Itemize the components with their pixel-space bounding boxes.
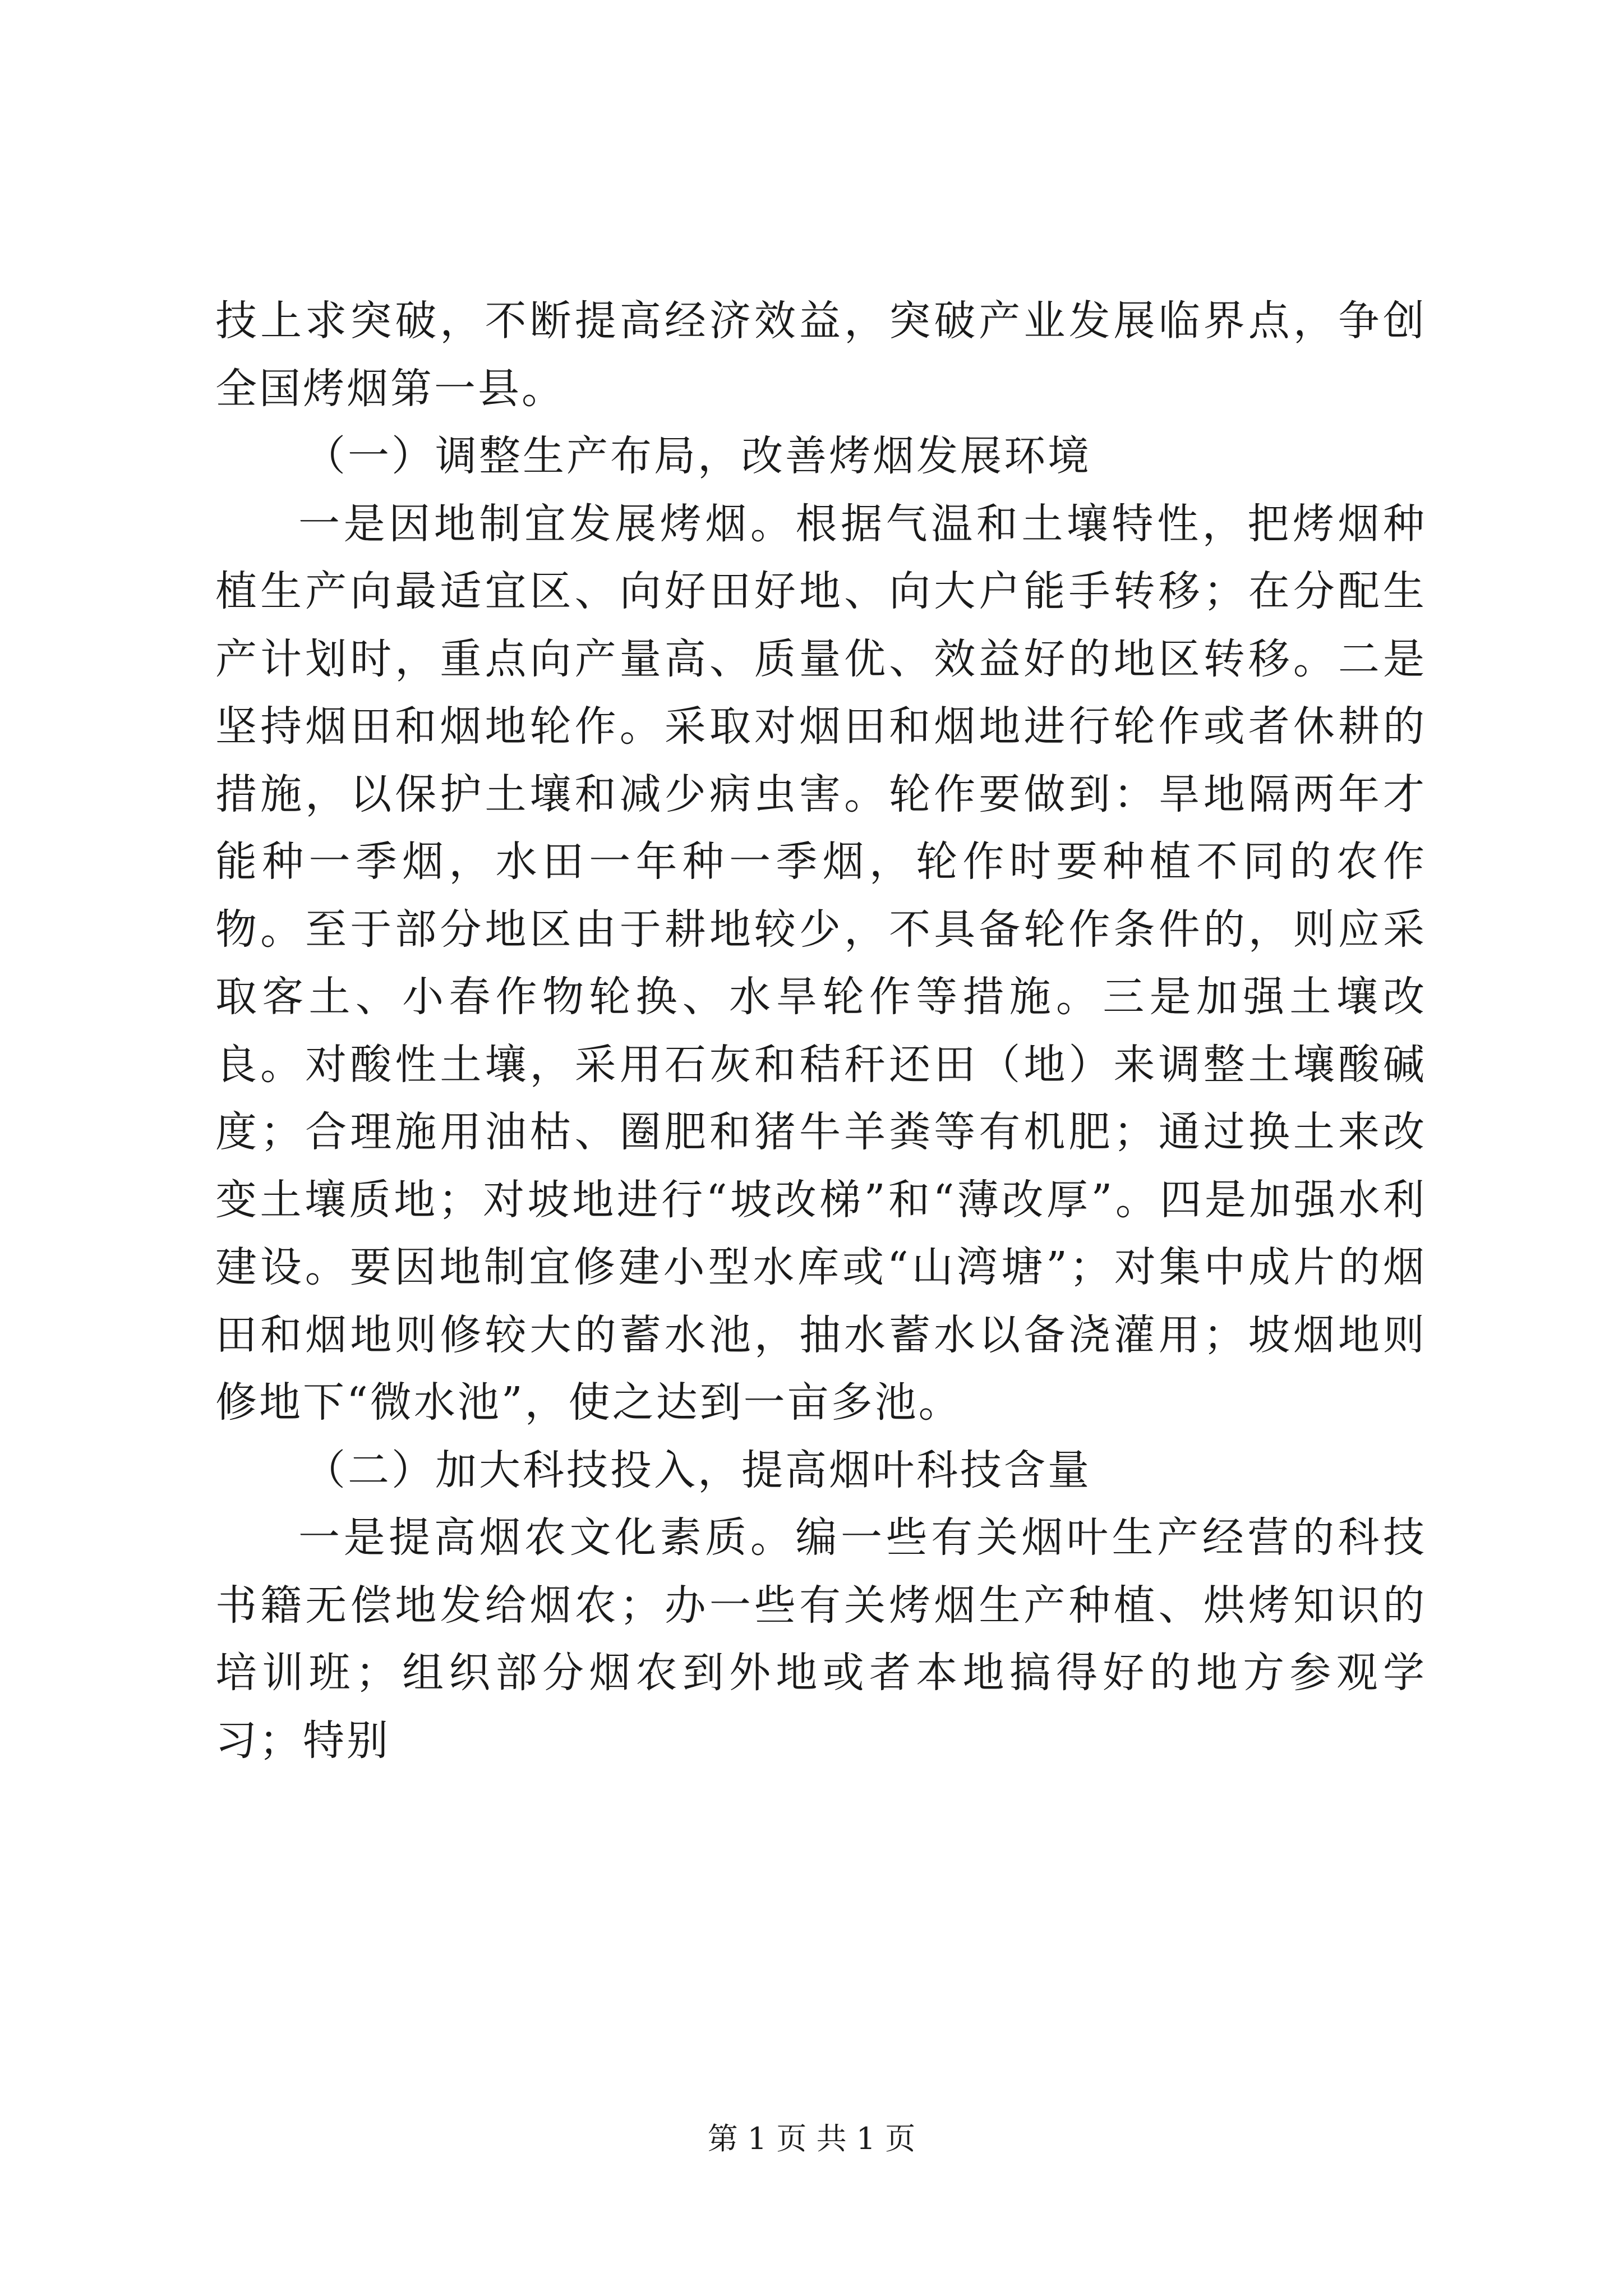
- paragraph-body-1: 一是因地制宜发展烤烟。根据气温和土壤特性，把烤烟种植生产向最适宜区、向好田好地、向大户能手转移；在分配生产计划时，重点向产量高、质量优、效益好的地区转移。二是坚持烟田和烟地轮作。采取对烟田和烟地进行轮作或者休耕的措施，以保护土壤和减少病虫害。轮作要做到：旱地隔两年才能种一季烟，水田一年种一季烟，轮作时要种植不同的农作物。至于部分地区由于耕地较少，不具备轮作条件的，则应采取客土、小春作物轮换、水旱轮作等措施。三是加强土壤改良。对酸性土壤，采用石灰和秸秆还田（地）来调整土壤酸碱度；合理施用油枯、圈肥和猪牛羊粪等有机肥；通过换土来改变土壤质地；对坡地进行“坡改梯”和“薄改厚”。四是加强水利建设。要因地制宜修建小型水库或“山湾塘”；对集中成片的烟田和烟地则修较大的蓄水池，抽水蓄水以备浇灌用；坡烟地则修地下“微水池”，使之达到一亩多池。: [215, 499, 1427, 1427]
- section-heading-1: （一）调整生产布局，改善烤烟发展环境: [304, 432, 1091, 480]
- document-body: [215, 287, 1427, 1774]
- section-heading-2: （二）加大科技投入，提高烟叶科技含量: [304, 1446, 1091, 1494]
- paragraph-body-2: 一是提高烟农文化素质。编一些有关烟叶生产经营的科技书籍无偿地发给烟农；办一些有关烤烟生产种植、烘烤知识的培训班；组织部分烟农到外地或者本地搞得好的地方参观学习；特别: [215, 1513, 1427, 1765]
- paragraph-continuation: 技上求突破，不断提高经济效益，突破产业发展临界点，争创全国烤烟第一县。: [215, 297, 1427, 413]
- page-footer: 第 1 页 共 1 页: [707, 2121, 916, 2156]
